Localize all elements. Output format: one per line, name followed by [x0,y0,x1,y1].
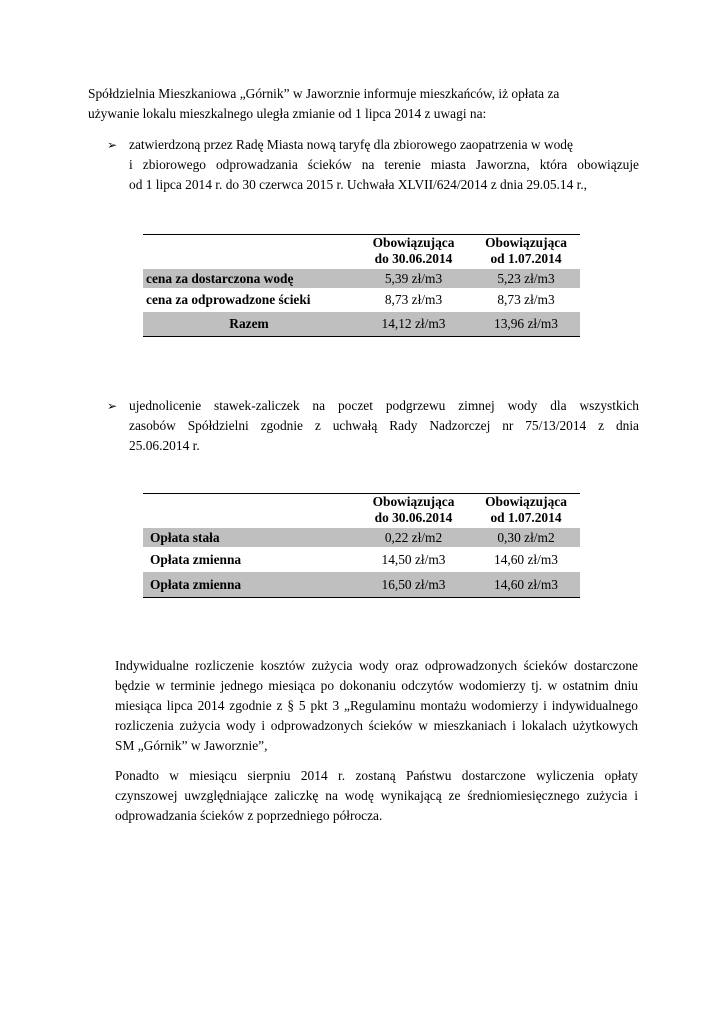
header-empty [143,494,355,529]
value-new: 13,96 zł/m3 [472,312,580,337]
settlement-line-1: Indywidualne rozliczenie kosztów zużycia wody oraz odprowadzonych ścieków dostarczone [115,658,638,673]
row-label-total: Razem [143,312,355,337]
bullet-2-line-2: zasobów Spółdzielni zgodnie z uchwałą Rady Nadzorczej nr 75/13/2014 z dnia [129,418,639,433]
table-row [143,288,580,312]
settlement-line-2: będzie w terminie jednego miesiąca po dokonaniu odczytów wodomierzy tj. w ostatnim dniu [115,678,638,693]
value-new: 0,30 zł/m2 [472,528,580,547]
value-new: 14,60 zł/m3 [472,572,580,598]
water-tariff-table [143,234,580,337]
arrow-bullet-icon: ➢ [107,399,118,413]
heating-advance-table [143,493,580,598]
row-label: Opłata zmienna [150,551,242,567]
rent-line-3: odprowadzania ścieków z poprzedniego półrocza. [115,808,383,823]
table-row-total [143,312,580,337]
row-label: cena za odprowadzone ścieki [146,292,311,307]
settlement-paragraph [115,656,638,756]
value-new: 8,73 zł/m3 [497,292,555,307]
value-old: 14,12 zł/m3 [355,312,472,337]
intro-line-2: używanie lokalu mieszkalnego uległa zmianie od 1 lipca 2014 z uwagi na: [88,106,487,121]
value-new: 14,60 zł/m3 [494,551,558,567]
value-old: 14,50 zł/m3 [381,551,446,567]
rent-line-1: Ponadto w miesiącu sierpniu 2014 r. zostaną Państwu dostarczone wyliczenia opłaty [115,768,638,783]
bullet-1-text [129,135,639,195]
settlement-line-3: miesiąca lipca 2014 zgodnie z § 5 pkt 3 „Regulaminu montażu wodomierzy i indywidualnego [115,698,638,713]
bullet-1-line-3: od 1 lipca 2014 r. do 30 czerwca 2015 r. Uchwała XLVII/624/2014 z dnia 29.05.14 r., [129,177,588,192]
rent-calculation-paragraph [115,766,638,826]
header-until-30-06-2014: Obowiązująca do 30.06.2014 [372,494,455,525]
bullet-1-line-1: zatwierdzoną przez Radę Miasta nową taryfę dla zbiorowego zaopatrzenia w wodę [129,137,573,152]
intro-paragraph [88,84,648,124]
header-from-1-07-2014: Obowiązująca od 1.07.2014 [485,494,567,525]
settlement-line-5: SM „Górnik” w Jaworznie”, [115,738,268,753]
header-until-30-06-2014: Obowiązująca do 30.06.2014 [372,235,455,266]
table-header-row [143,494,580,529]
table-row [143,547,580,572]
table-header-row [143,235,580,270]
row-label: cena za dostarczona wodę [143,269,355,288]
table-row [143,528,580,547]
row-label: Opłata stała [143,528,355,547]
header-empty [143,235,355,270]
bullet-2-text [129,396,639,456]
value-new: 5,23 zł/m3 [472,269,580,288]
bullet-2-line-1: ujednolicenie stawek-zaliczek na poczet podgrzewu zimnej wody dla wszystkich [129,398,639,413]
table-row [143,269,580,288]
rent-line-2: czynszowej uwzględniające zaliczkę na wodę wynikającą ze średniomiesięcznego zużycia i [115,788,638,803]
value-old: 16,50 zł/m3 [355,572,472,598]
value-old: 0,22 zł/m2 [355,528,472,547]
row-label: Opłata zmienna [143,572,355,598]
arrow-bullet-icon: ➢ [107,138,118,152]
value-old: 8,73 zł/m3 [384,292,443,307]
table-row [143,572,580,598]
bullet-2-line-3: 25.06.2014 r. [129,438,200,453]
settlement-line-4: rozliczenia zużycia wody i odprowadzonych ścieków w mieszkaniach i lokalach użytkowych [115,718,638,733]
value-old: 5,39 zł/m3 [355,269,472,288]
bullet-1-line-2: i zbiorowego odprowadzania ścieków na terenie miasta Jaworzna, która obowiązuje [129,157,639,172]
intro-line-1: Spółdzielnia Mieszkaniowa „Górnik” w Jaworznie informuje mieszkańców, iż opłata za [88,86,560,101]
header-from-1-07-2014: Obowiązująca od 1.07.2014 [485,235,567,266]
